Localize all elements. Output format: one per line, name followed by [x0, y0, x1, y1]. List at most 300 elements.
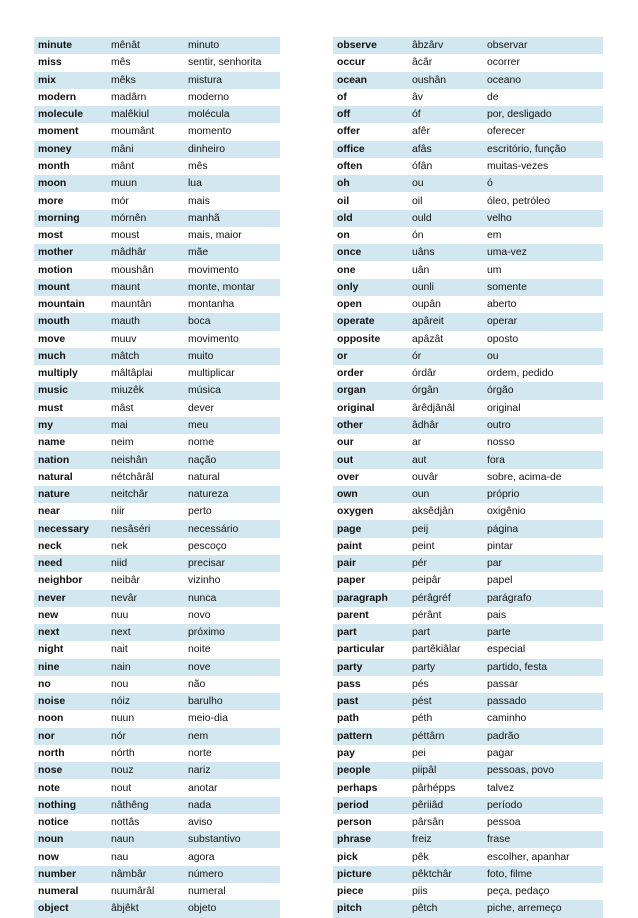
portuguese-translation: pescoço [184, 538, 280, 555]
pronunciation: nouz [107, 762, 184, 779]
table-row [333, 54, 603, 71]
english-word: other [333, 417, 408, 434]
pronunciation: pérâgréf [408, 590, 483, 607]
pronunciation: âv [408, 89, 483, 106]
vocabulary-rows [333, 37, 603, 918]
portuguese-translation: norte [184, 745, 280, 762]
pronunciation: moust [107, 227, 184, 244]
portuguese-translation: padrão [483, 728, 603, 745]
pronunciation: mâni [107, 141, 184, 158]
portuguese-translation: nove [184, 659, 280, 676]
portuguese-translation: um [483, 261, 603, 278]
pronunciation: nait [107, 641, 184, 658]
english-word: moon [34, 175, 107, 192]
pronunciation: óf [408, 106, 483, 123]
english-word: mix [34, 72, 107, 89]
pronunciation: mânt [107, 158, 184, 175]
table-row [333, 779, 603, 796]
table-row [333, 417, 603, 434]
pronunciation: niir [107, 503, 184, 520]
portuguese-translation: número [184, 866, 280, 883]
table-row [333, 572, 603, 589]
english-word: paragraph [333, 590, 408, 607]
portuguese-translation: página [483, 520, 603, 537]
table-row [333, 158, 603, 175]
pronunciation: mauth [107, 313, 184, 330]
portuguese-translation: dinheiro [184, 141, 280, 158]
portuguese-translation: muito [184, 348, 280, 365]
table-row [34, 538, 280, 555]
portuguese-translation: oceano [483, 72, 603, 89]
table-row [34, 883, 280, 900]
portuguese-translation: somente [483, 279, 603, 296]
pronunciation: mai [107, 417, 184, 434]
english-word: necessary [34, 520, 107, 537]
table-row [333, 659, 603, 676]
portuguese-translation: talvez [483, 779, 603, 796]
portuguese-translation: frase [483, 831, 603, 848]
english-word: miss [34, 54, 107, 71]
portuguese-translation: pessoa [483, 814, 603, 831]
pronunciation: pér [408, 555, 483, 572]
portuguese-translation: partido, festa [483, 659, 603, 676]
portuguese-translation: aviso [184, 814, 280, 831]
portuguese-translation: mãe [184, 244, 280, 261]
pronunciation: ou [408, 175, 483, 192]
english-word: occur [333, 54, 408, 71]
table-row [34, 814, 280, 831]
pronunciation: nevâr [107, 590, 184, 607]
english-word: pitch [333, 900, 408, 917]
english-word: order [333, 365, 408, 382]
portuguese-translation: piche, arremeço [483, 900, 603, 917]
portuguese-translation: de [483, 89, 603, 106]
portuguese-translation: não [184, 676, 280, 693]
pronunciation: mêks [107, 72, 184, 89]
table-row [34, 400, 280, 417]
portuguese-translation: em [483, 227, 603, 244]
table-row [333, 192, 603, 209]
pronunciation: afâs [408, 141, 483, 158]
pronunciation: pést [408, 693, 483, 710]
english-word: period [333, 797, 408, 814]
pronunciation: órgân [408, 382, 483, 399]
pronunciation: oun [408, 486, 483, 503]
english-word: oh [333, 175, 408, 192]
table-row [34, 555, 280, 572]
portuguese-translation: mês [184, 158, 280, 175]
table-row [333, 710, 603, 727]
english-word: one [333, 261, 408, 278]
pronunciation: uâns [408, 244, 483, 261]
english-word: now [34, 848, 107, 865]
table-row [333, 296, 603, 313]
table-row [34, 710, 280, 727]
english-word: once [333, 244, 408, 261]
english-word: night [34, 641, 107, 658]
pronunciation: aksêdjân [408, 503, 483, 520]
pronunciation: âdhâr [408, 417, 483, 434]
english-word: paper [333, 572, 408, 589]
portuguese-translation: agora [184, 848, 280, 865]
english-word: next [34, 624, 107, 641]
pronunciation: madârn [107, 89, 184, 106]
english-word: much [34, 348, 107, 365]
pronunciation: freiz [408, 831, 483, 848]
table-row [34, 141, 280, 158]
table-row [333, 520, 603, 537]
english-word: note [34, 779, 107, 796]
pronunciation: nuun [107, 710, 184, 727]
english-word: mount [34, 279, 107, 296]
pronunciation: pérânt [408, 607, 483, 624]
english-word: only [333, 279, 408, 296]
pronunciation: âcâr [408, 54, 483, 71]
table-row [333, 503, 603, 520]
portuguese-translation: montanha [184, 296, 280, 313]
table-row [34, 469, 280, 486]
portuguese-translation: oferecer [483, 123, 603, 140]
english-word: moment [34, 123, 107, 140]
pronunciation: peipâr [408, 572, 483, 589]
table-row [34, 659, 280, 676]
table-row [333, 210, 603, 227]
table-row [333, 37, 603, 54]
pronunciation: neibâr [107, 572, 184, 589]
vocabulary-table-left [34, 37, 280, 918]
table-row [34, 572, 280, 589]
table-row [34, 382, 280, 399]
table-row [34, 365, 280, 382]
english-word: people [333, 762, 408, 779]
vocabulary-rows [34, 37, 280, 918]
english-word: pass [333, 676, 408, 693]
portuguese-translation: mais [184, 192, 280, 209]
pronunciation: party [408, 659, 483, 676]
english-word: multiply [34, 365, 107, 382]
table-row [333, 348, 603, 365]
portuguese-translation: órgão [483, 382, 603, 399]
pronunciation: oupân [408, 296, 483, 313]
portuguese-translation: natureza [184, 486, 280, 503]
table-row [34, 451, 280, 468]
portuguese-translation: oposto [483, 331, 603, 348]
english-word: mountain [34, 296, 107, 313]
pronunciation: mórnên [107, 210, 184, 227]
pronunciation: muun [107, 175, 184, 192]
pronunciation: ór [408, 348, 483, 365]
portuguese-translation: parágrafo [483, 590, 603, 607]
portuguese-translation: lua [184, 175, 280, 192]
portuguese-translation: escolher, apanhar [483, 848, 603, 865]
english-word: open [333, 296, 408, 313]
portuguese-translation: movimento [184, 261, 280, 278]
english-word: past [333, 693, 408, 710]
table-row [333, 106, 603, 123]
table-row [34, 227, 280, 244]
english-word: natural [34, 469, 107, 486]
pronunciation: moushân [107, 261, 184, 278]
portuguese-translation: nome [184, 434, 280, 451]
pronunciation: moumânt [107, 123, 184, 140]
english-word: nature [34, 486, 107, 503]
pronunciation: next [107, 624, 184, 641]
english-word: off [333, 106, 408, 123]
portuguese-translation: original [483, 400, 603, 417]
table-row [333, 227, 603, 244]
table-row [34, 54, 280, 71]
table-row [333, 331, 603, 348]
english-word: my [34, 417, 107, 434]
table-row [333, 141, 603, 158]
portuguese-translation: nosso [483, 434, 603, 451]
pronunciation: mór [107, 192, 184, 209]
table-row [34, 89, 280, 106]
table-row [333, 590, 603, 607]
table-row [333, 538, 603, 555]
pronunciation: ouvâr [408, 469, 483, 486]
portuguese-translation: meu [184, 417, 280, 434]
table-row [34, 641, 280, 658]
table-row [34, 158, 280, 175]
pronunciation: mês [107, 54, 184, 71]
table-row [34, 244, 280, 261]
table-row [34, 693, 280, 710]
table-row [333, 866, 603, 883]
pronunciation: naun [107, 831, 184, 848]
portuguese-translation: fora [483, 451, 603, 468]
portuguese-translation: monte, montar [184, 279, 280, 296]
english-word: old [333, 210, 408, 227]
pronunciation: neishân [107, 451, 184, 468]
english-word: own [333, 486, 408, 503]
table-row [34, 590, 280, 607]
table-row [333, 382, 603, 399]
pronunciation: mâdhâr [107, 244, 184, 261]
english-word: operate [333, 313, 408, 330]
english-word: path [333, 710, 408, 727]
english-word: nation [34, 451, 107, 468]
portuguese-translation: manhã [184, 210, 280, 227]
english-word: person [333, 814, 408, 831]
table-row [333, 400, 603, 417]
english-word: money [34, 141, 107, 158]
portuguese-translation: precisar [184, 555, 280, 572]
table-row [34, 520, 280, 537]
table-row [34, 607, 280, 624]
table-row [34, 417, 280, 434]
english-word: notice [34, 814, 107, 831]
english-word: numeral [34, 883, 107, 900]
pronunciation: part [408, 624, 483, 641]
table-row [34, 866, 280, 883]
portuguese-translation: operar [483, 313, 603, 330]
table-row [34, 106, 280, 123]
table-row [333, 279, 603, 296]
english-word: party [333, 659, 408, 676]
table-row [333, 762, 603, 779]
pronunciation: ón [408, 227, 483, 244]
english-word: paint [333, 538, 408, 555]
table-row [34, 210, 280, 227]
english-word: particular [333, 641, 408, 658]
pronunciation: nór [107, 728, 184, 745]
portuguese-translation: por, desligado [483, 106, 603, 123]
portuguese-translation: dever [184, 400, 280, 417]
portuguese-translation: pessoas, povo [483, 762, 603, 779]
portuguese-translation: período [483, 797, 603, 814]
pronunciation: pés [408, 676, 483, 693]
portuguese-translation: especial [483, 641, 603, 658]
english-word: organ [333, 382, 408, 399]
pronunciation: afêr [408, 123, 483, 140]
portuguese-translation: papel [483, 572, 603, 589]
english-word: nothing [34, 797, 107, 814]
portuguese-translation: minuto [184, 37, 280, 54]
portuguese-translation: mistura [184, 72, 280, 89]
table-row [333, 175, 603, 192]
english-word: morning [34, 210, 107, 227]
english-word: perhaps [333, 779, 408, 796]
english-word: name [34, 434, 107, 451]
english-word: new [34, 607, 107, 624]
portuguese-translation: multiplicar [184, 365, 280, 382]
english-word: object [34, 900, 107, 917]
pronunciation: ounli [408, 279, 483, 296]
portuguese-translation: pagar [483, 745, 603, 762]
portuguese-translation: par [483, 555, 603, 572]
english-word: noun [34, 831, 107, 848]
pronunciation: mâst [107, 400, 184, 417]
english-word: phrase [333, 831, 408, 848]
english-word: pick [333, 848, 408, 865]
pronunciation: órdâr [408, 365, 483, 382]
table-row [333, 313, 603, 330]
pronunciation: piipâl [408, 762, 483, 779]
table-row [34, 831, 280, 848]
portuguese-translation: pais [483, 607, 603, 624]
table-row [34, 624, 280, 641]
english-word: our [333, 434, 408, 451]
pronunciation: mênât [107, 37, 184, 54]
portuguese-translation: numeral [184, 883, 280, 900]
table-row [34, 779, 280, 796]
table-row [333, 728, 603, 745]
table-row [333, 261, 603, 278]
table-row [333, 451, 603, 468]
portuguese-translation: ó [483, 175, 603, 192]
english-word: most [34, 227, 107, 244]
table-row [333, 797, 603, 814]
english-word: oil [333, 192, 408, 209]
english-word: of [333, 89, 408, 106]
english-word: on [333, 227, 408, 244]
english-word: near [34, 503, 107, 520]
english-word: need [34, 555, 107, 572]
portuguese-translation: substantivo [184, 831, 280, 848]
table-row [333, 607, 603, 624]
pronunciation: pêtch [408, 900, 483, 917]
english-word: original [333, 400, 408, 417]
pronunciation: neim [107, 434, 184, 451]
portuguese-translation: movimento [184, 331, 280, 348]
table-row [333, 814, 603, 831]
pronunciation: péth [408, 710, 483, 727]
table-row [34, 175, 280, 192]
portuguese-translation: aberto [483, 296, 603, 313]
english-word: piece [333, 883, 408, 900]
pronunciation: mâtch [107, 348, 184, 365]
portuguese-translation: muitas-vezes [483, 158, 603, 175]
portuguese-translation: música [184, 382, 280, 399]
portuguese-translation: necessário [184, 520, 280, 537]
table-row [34, 745, 280, 762]
english-word: or [333, 348, 408, 365]
english-word: number [34, 866, 107, 883]
pronunciation: mâltâplai [107, 365, 184, 382]
pronunciation: ófân [408, 158, 483, 175]
table-row [333, 848, 603, 865]
english-word: nine [34, 659, 107, 676]
pronunciation: ould [408, 210, 483, 227]
pronunciation: nórth [107, 745, 184, 762]
table-row [333, 434, 603, 451]
pronunciation: apâreit [408, 313, 483, 330]
portuguese-translation: observar [483, 37, 603, 54]
portuguese-translation: momento [184, 123, 280, 140]
portuguese-translation: nariz [184, 762, 280, 779]
english-word: oxygen [333, 503, 408, 520]
pronunciation: pei [408, 745, 483, 762]
english-word: pair [333, 555, 408, 572]
english-word: offer [333, 123, 408, 140]
english-word: minute [34, 37, 107, 54]
pronunciation: nau [107, 848, 184, 865]
table-row [34, 728, 280, 745]
english-word: ocean [333, 72, 408, 89]
portuguese-translation: ocorrer [483, 54, 603, 71]
english-word: office [333, 141, 408, 158]
table-row [34, 123, 280, 140]
pronunciation: mauntân [107, 296, 184, 313]
portuguese-translation: vizinho [184, 572, 280, 589]
pronunciation: malêkiul [107, 106, 184, 123]
pronunciation: nâthêng [107, 797, 184, 814]
english-word: mother [34, 244, 107, 261]
portuguese-translation: velho [483, 210, 603, 227]
english-word: neighbor [34, 572, 107, 589]
english-word: move [34, 331, 107, 348]
portuguese-translation: novo [184, 607, 280, 624]
english-word: pay [333, 745, 408, 762]
table-row [34, 192, 280, 209]
english-word: mouth [34, 313, 107, 330]
pronunciation: pêktchâr [408, 866, 483, 883]
pronunciation: peint [408, 538, 483, 555]
table-row [333, 745, 603, 762]
portuguese-translation: sentir, senhorita [184, 54, 280, 71]
pronunciation: nesâséri [107, 520, 184, 537]
pronunciation: pêk [408, 848, 483, 865]
portuguese-translation: pintar [483, 538, 603, 555]
table-row [34, 676, 280, 693]
pronunciation: nuu [107, 607, 184, 624]
english-word: north [34, 745, 107, 762]
portuguese-translation: caminho [483, 710, 603, 727]
pronunciation: nâmbâr [107, 866, 184, 883]
portuguese-translation: perto [184, 503, 280, 520]
english-word: opposite [333, 331, 408, 348]
